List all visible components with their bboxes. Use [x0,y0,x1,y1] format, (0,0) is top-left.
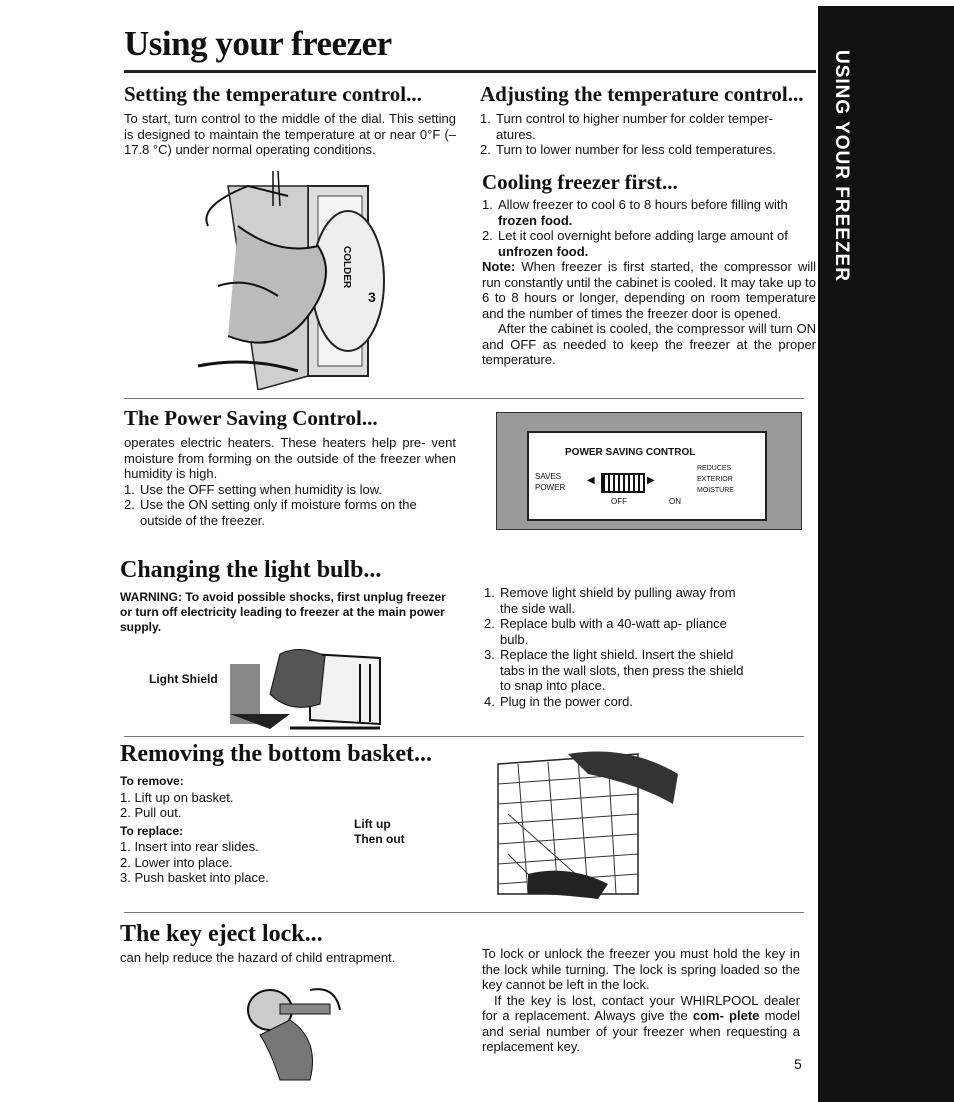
key-right [482,946,800,1055]
light-warning: WARNING: To avoid possible shocks, first unplug freezer or turn off electricity leading to freezer at the main power supply. [120,590,446,634]
basket-remove-label: To remove: [120,774,184,788]
light-shield-illustration [230,644,400,734]
panel-right-label: REDUCES EXTERIOR MOISTURE [697,465,734,494]
basket-replace-step: 3. Push basket into place. [120,870,269,885]
panel-on-label: ON [669,497,681,506]
adjusting-section [480,82,820,158]
cooling-note: Note: When freezer is first started, the compressor will run constantly until the cabinet is cooled. It may take up to 6 to 8 hours or longer, depending on room temperature and the number of times the freezer door is opened. [482,259,816,321]
basket-replace-step: 1. Insert into rear slides. [120,839,259,854]
page-number: 5 [794,1056,802,1072]
power-saving-section [124,406,456,528]
basket-remove-step: 1. Lift up on basket. [120,789,234,805]
basket-replace-label: To replace: [120,823,184,838]
light-section [120,556,456,635]
adjusting-item: 2. Turn to lower number for less cold temperatures. [480,142,776,157]
side-tab [818,6,954,1102]
light-step: 3. Replace the light shield. Insert the shield tabs in the wall slots, then press the shield to snap into place. [484,647,744,693]
power-saving-item: 1. Use the OFF setting when humidity is low. [124,481,383,497]
light-step: 4. Plug in the power cord. [484,693,633,709]
key-right-p1: To lock or unlock the freezer you must hold the key in the lock while turning. The lock is spring loaded so the key cannot be left in the lock. [482,946,800,992]
cooling-heading: Cooling freezer first... [482,170,678,194]
power-saving-panel-figure [496,412,802,530]
dial-colder-label: COLDER [341,246,352,289]
left-arrow-icon: ◀ [587,475,595,486]
divider [124,912,804,913]
key-heading: The key eject lock... [120,921,323,947]
adjusting-heading: Adjusting the temperature control... [480,82,804,106]
title-rule [124,70,816,73]
basket-illustration [488,744,708,904]
panel-title: POWER SAVING CONTROL [565,447,696,458]
right-arrow-icon: ▶ [647,475,655,486]
cooling-section [482,170,816,368]
light-step: 1. Remove light shield by pulling away from the side wall. [484,585,736,616]
power-saving-body: operates electric heaters. These heaters help pre- vent moisture from forming on the outside of the freezer when humidity is high. [124,435,456,481]
adjusting-item: 1. Turn control to higher number for colder temper- atures. [480,111,773,142]
power-saving-panel [527,431,767,521]
key-illustration [240,980,360,1090]
power-switch[interactable] [601,473,645,493]
panel-off-label: OFF [611,497,627,506]
setting-body: To start, turn control to the middle of the dial. This setting is designed to maintain the temperature at or near 0°F (– 17.8 °C) under normal operating conditions. [124,111,456,157]
basket-section [120,740,456,886]
side-tab-label: USING YOUR FREEZER [831,50,852,282]
basket-figure-label: Lift up Then out [354,817,405,846]
key-right-p2: If the key is lost, contact your WHIRLPOOL dealer for a replacement. Always give the com- plete model and serial number of your freezer when requesting a replacement key. [482,992,800,1054]
setting-heading: Setting the temperature control... [124,82,422,106]
power-saving-heading: The Power Saving Control... [124,406,378,430]
setting-section [124,82,456,158]
key-body: can help reduce the hazard of child entrapment. [120,950,396,965]
dial-number: 3 [368,289,376,305]
panel-left-label: SAVES POWER [535,472,566,492]
basket-remove-step: 2. Pull out. [120,805,182,820]
cooling-item: 1. Allow freezer to cool 6 to 8 hours before filling with frozen food. [482,197,788,228]
light-shield-label: Light Shield [149,672,218,686]
basket-replace-step: 2. Lower into place. [120,854,233,870]
light-steps [484,585,744,709]
cooling-item: 2. Let it cool overnight before adding large amount of unfrozen food. [482,228,788,259]
divider [124,736,804,737]
page-title: Using your freezer [124,24,392,63]
light-step: 2. Replace bulb with a 40-watt ap- pliance bulb. [484,616,727,647]
cooling-after: After the cabinet is cooled, the compressor will turn ON and OFF as needed to keep the freezer at the proper temperature. [482,321,816,367]
dial-illustration [188,166,418,390]
power-saving-item: 2. Use the ON setting only if moisture forms on the outside of the freezer. [124,497,417,528]
key-section [120,920,438,966]
divider [124,398,804,399]
basket-heading: Removing the bottom basket... [120,741,432,767]
light-heading: Changing the light bulb... [120,557,382,583]
